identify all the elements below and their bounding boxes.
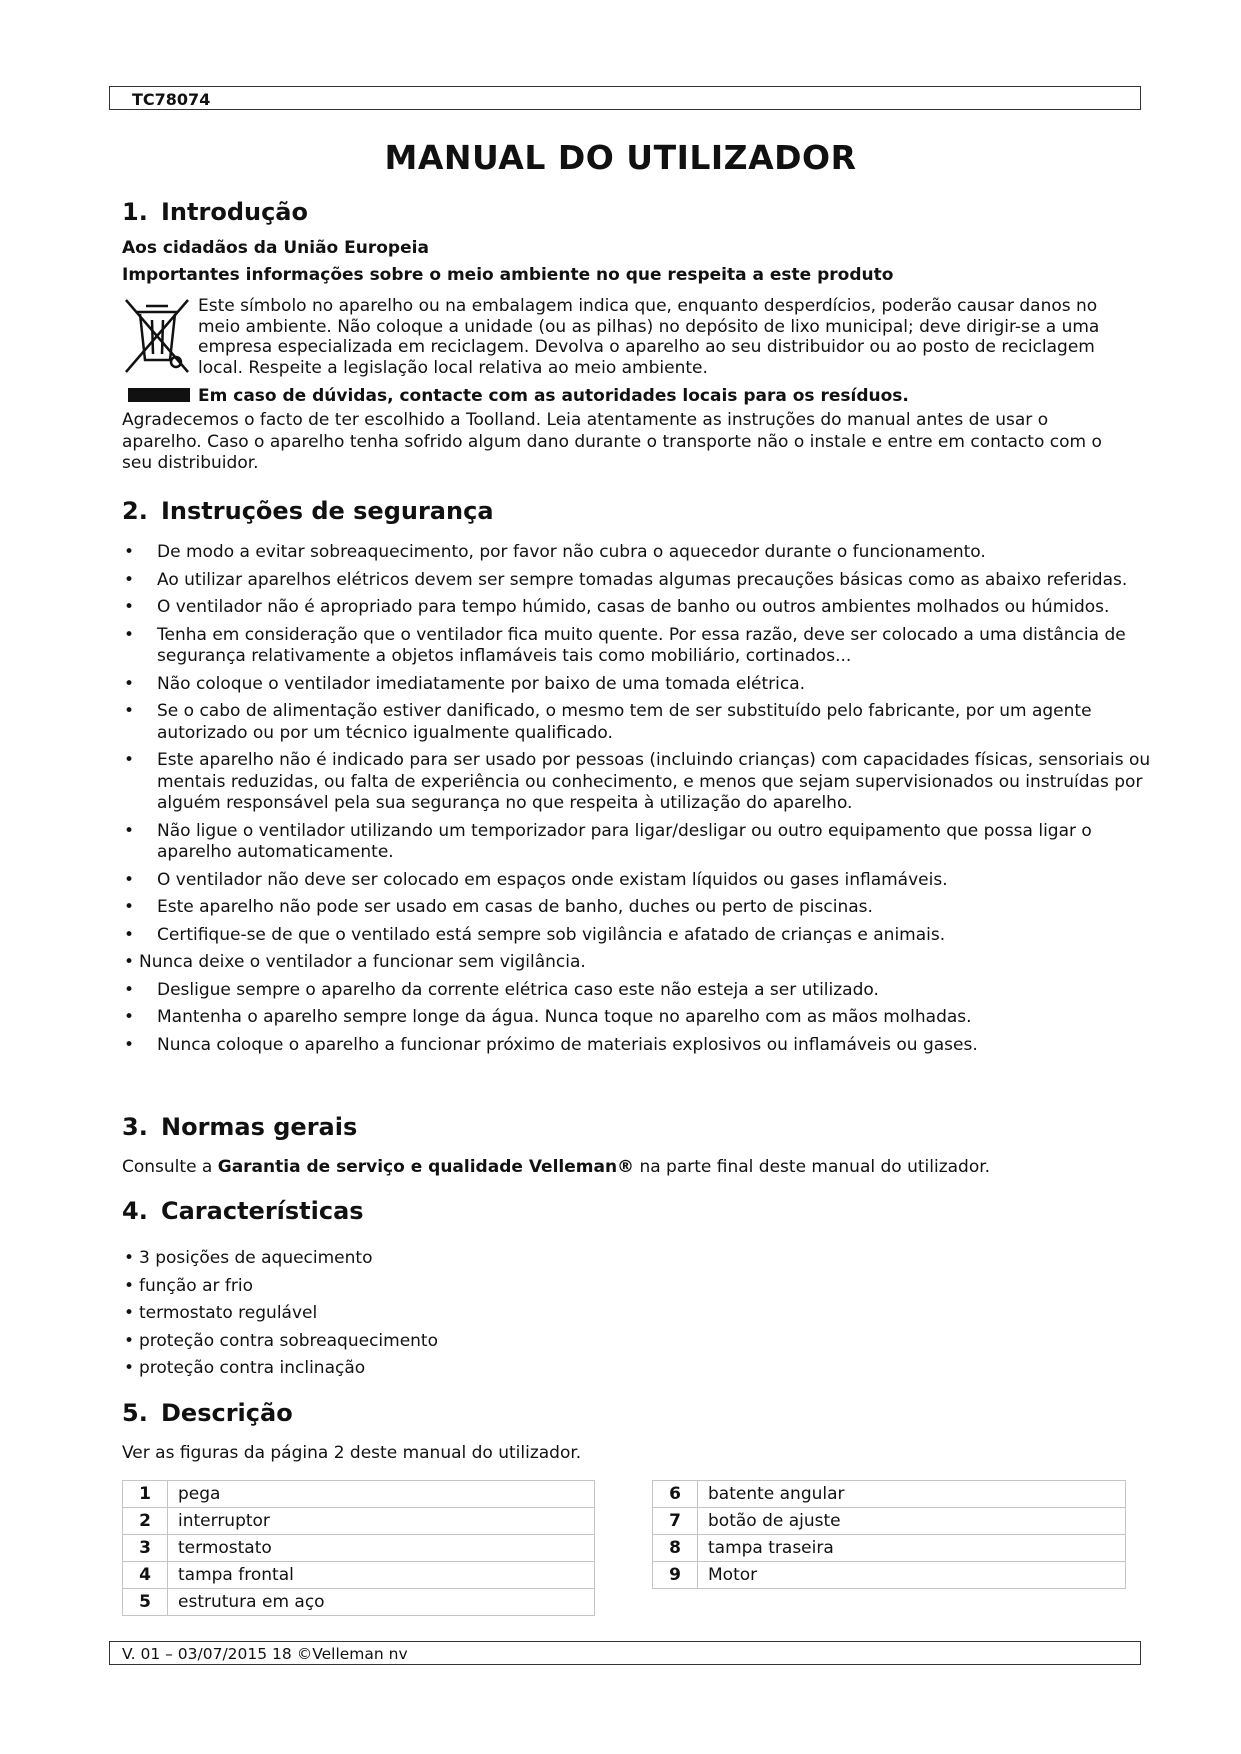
- list-item: • Tenha em consideração que o ventilador fica muito quente. Por essa razão, deve ser colocado a uma distância de segurança relativamente a objetos inflamáveis tais como mobiliário, cortinados...: [122, 625, 1152, 668]
- page-footer: [109, 1641, 1141, 1665]
- list-item: • Ao utilizar aparelhos elétricos devem ser sempre tomadas algumas precauções básicas como as abaixo referidas.: [122, 570, 1152, 592]
- eu-citizens-heading: Aos cidadãos da União Europeia: [122, 238, 429, 258]
- table-row: 6 batente angular: [653, 1481, 1126, 1508]
- list-item: • Nunca coloque o aparelho a funcionar próximo de materiais explosivos ou inflamáveis ou gases.: [122, 1035, 1152, 1057]
- list-item: • Não coloque o ventilador imediatamente por baixo de uma tomada elétrica.: [122, 674, 1152, 696]
- list-item: • Certifique-se de que o ventilado está sempre sob vigilância e afatado de crianças e animais.: [122, 925, 1152, 947]
- list-item: • Este aparelho não pode ser usado em casas de banho, duches ou perto de piscinas.: [122, 897, 1152, 919]
- table-row: 4 tampa frontal: [123, 1562, 595, 1589]
- table-row: 9 Motor: [653, 1562, 1126, 1589]
- doubt-notice: Em caso de dúvidas, contacte com as autoridades locais para os resíduos.: [198, 386, 909, 406]
- list-item: • 3 posições de aquecimento: [122, 1248, 438, 1270]
- thanks-paragraph: Agradecemos o facto de ter escolhido a Toolland. Leia atentamente as instruções do manual antes de usar o aparelho. Caso o aparelho tenha sofrido algum dano durante o transporte não o instale e entre em contacto com o seu distribuidor.: [122, 410, 1102, 473]
- list-item: • Este aparelho não é indicado para ser usado por pessoas (incluindo crianças) com capacidades físicas, sensoriais ou mentais reduzidas, ou falta de experiência ou conhecimento, e menos que sejam supervisionados ou instruídas por alguém responsável pela sua segurança no que respeita à utilização do aparelho.: [122, 750, 1152, 815]
- table-row: 7 botão de ajuste: [653, 1508, 1126, 1535]
- section-heading-description: 5. Descrição: [122, 1399, 293, 1427]
- list-item: • função ar frio: [122, 1276, 438, 1298]
- section-heading-features: 4. Características: [122, 1197, 364, 1225]
- list-item: • Nunca deixe o ventilador a funcionar sem vigilância.: [122, 952, 1152, 974]
- page-header: [109, 86, 1141, 110]
- product-code: TC78074: [132, 90, 211, 109]
- list-item: • proteção contra sobreaquecimento: [122, 1331, 438, 1353]
- general-paragraph: Consulte a Garantia de serviço e qualidade Velleman® na parte final deste manual do utilizador.: [122, 1157, 991, 1177]
- features-list: [122, 1248, 438, 1386]
- table-row: 1 pega: [123, 1481, 595, 1508]
- list-item: • Se o cabo de alimentação estiver danificado, o mesmo tem de ser substituído pelo fabricante, por um agente autorizado ou por um técnico igualmente qualificado.: [122, 701, 1152, 744]
- table-row: 8 tampa traseira: [653, 1535, 1126, 1562]
- list-item: • Não ligue o ventilador utilizando um temporizador para ligar/desligar ou outro equipamento que possa ligar o aparelho automaticamente.: [122, 821, 1152, 864]
- table-row: 3 termostato: [123, 1535, 595, 1562]
- section-heading-introduction: 1. Introdução: [122, 198, 308, 226]
- parts-table-right: [652, 1480, 1126, 1589]
- table-row: 5 estrutura em aço: [123, 1589, 595, 1616]
- page-title: MANUAL DO UTILIZADOR: [384, 138, 857, 177]
- list-item: • O ventilador não deve ser colocado em espaços onde existam líquidos ou gases inflamáveis.: [122, 870, 1152, 892]
- footer-version-text: V. 01 – 03/07/2015 18 ©Velleman nv: [122, 1645, 408, 1663]
- black-bar-symbol: [128, 388, 190, 402]
- list-item: • De modo a evitar sobreaquecimento, por favor não cubra o aquecedor durante o funcionamento.: [122, 542, 1152, 564]
- weee-crossed-bin-icon: [122, 296, 192, 376]
- safety-list: [122, 542, 1152, 1062]
- parts-table-left: [122, 1480, 595, 1616]
- list-item: • proteção contra inclinação: [122, 1358, 438, 1380]
- list-item: • Mantenha o aparelho sempre longe da água. Nunca toque no aparelho com as mãos molhadas.: [122, 1007, 1152, 1029]
- description-paragraph: Ver as figuras da página 2 deste manual do utilizador.: [122, 1443, 582, 1463]
- weee-notice: Este símbolo no aparelho ou na embalagem indica que, enquanto desperdícios, poderão causar danos no meio ambiente. Não coloque a unidade (ou as pilhas) no depósito de lixo municipal; deve dirigir-se a uma empresa especializada em reciclagem. Devolva o aparelho ao seu distribuidor ou ao posto de reciclagem local. Respeite a legislação local relativa ao meio ambiente.: [198, 296, 1100, 378]
- list-item: • O ventilador não é apropriado para tempo húmido, casas de banho ou outros ambientes molhados ou húmidos.: [122, 597, 1152, 619]
- table-row: 2 interruptor: [123, 1508, 595, 1535]
- environment-info-heading: Importantes informações sobre o meio ambiente no que respeita a este produto: [122, 265, 894, 285]
- list-item: • termostato regulável: [122, 1303, 438, 1325]
- section-heading-general: 3. Normas gerais: [122, 1113, 358, 1141]
- section-heading-safety: 2. Instruções de segurança: [122, 497, 494, 525]
- list-item: • Desligue sempre o aparelho da corrente elétrica caso este não esteja a ser utilizado.: [122, 980, 1152, 1002]
